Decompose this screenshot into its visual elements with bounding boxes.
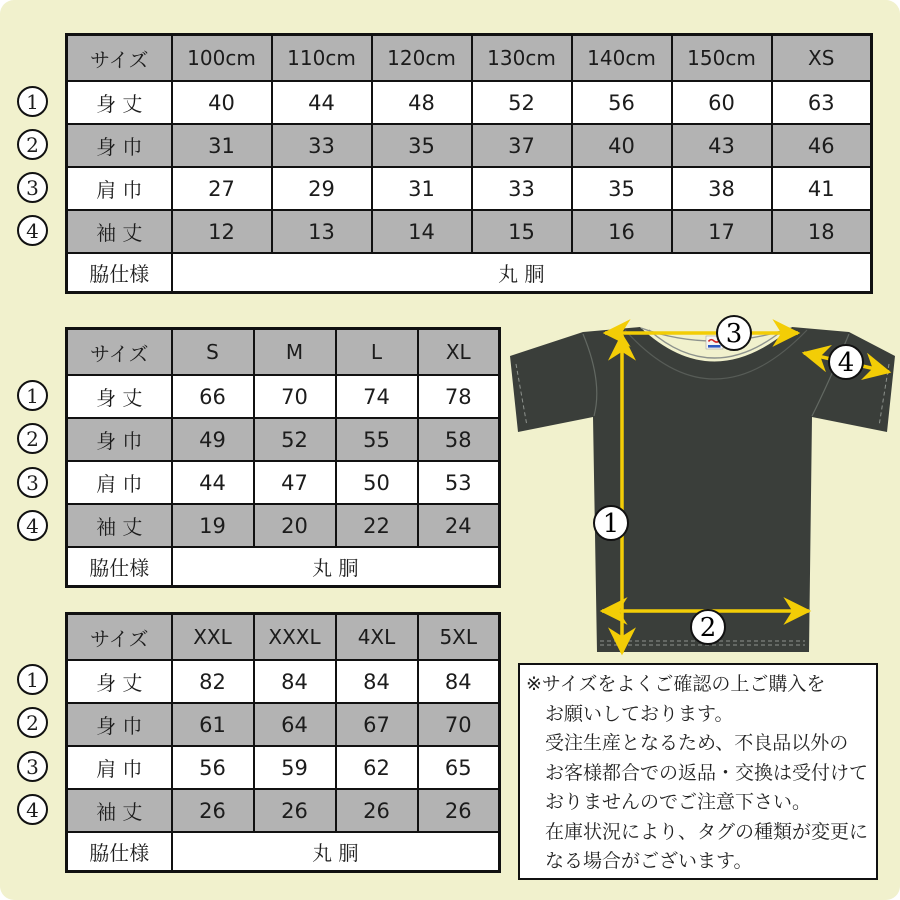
row-label: 脇仕様 xyxy=(67,547,172,587)
col-header: 150cm xyxy=(672,35,772,82)
cell: 13 xyxy=(272,210,372,253)
cell: 20 xyxy=(254,504,336,547)
cell: 37 xyxy=(472,124,572,167)
cell: 40 xyxy=(172,81,272,124)
row-number-badge: 4 xyxy=(17,215,48,246)
col-header: XXXL xyxy=(254,614,336,661)
cell: 46 xyxy=(772,124,872,167)
cell: 61 xyxy=(172,703,254,746)
diagram-badge-3-label: 3 xyxy=(725,319,743,349)
col-header: L xyxy=(336,329,418,376)
cell: 56 xyxy=(172,746,254,789)
cell: 16 xyxy=(572,210,672,253)
cell: 47 xyxy=(254,461,336,504)
cell: 15 xyxy=(472,210,572,253)
row-number-badge: 3 xyxy=(17,172,48,203)
cell: 70 xyxy=(254,375,336,418)
note-line: お客様都合での返品・交換は受付けて xyxy=(545,761,869,784)
cell: 35 xyxy=(372,124,472,167)
cell: 56 xyxy=(572,81,672,124)
cell: 60 xyxy=(672,81,772,124)
row-label: 袖 丈 xyxy=(67,210,172,253)
cell: 17 xyxy=(672,210,772,253)
note-line: なる場合がございます。 xyxy=(545,850,753,872)
diagram-badge-2-label: 2 xyxy=(699,613,717,643)
table-footer-row xyxy=(67,547,500,587)
row-number-badge: 1 xyxy=(17,380,48,411)
col-header: XS xyxy=(772,35,872,82)
cell: 63 xyxy=(772,81,872,124)
cell: 22 xyxy=(336,504,418,547)
table-row xyxy=(67,167,872,210)
note-line: 受注生産となるため、不良品以外の xyxy=(545,732,849,754)
row-number-badge: 1 xyxy=(17,664,48,695)
table-header-row xyxy=(67,329,500,376)
cell: 27 xyxy=(172,167,272,210)
row-label: 袖 丈 xyxy=(67,504,172,547)
size-table-kids xyxy=(65,33,873,294)
col-header: 140cm xyxy=(572,35,672,82)
table-row xyxy=(67,461,500,504)
row-number-badge: 3 xyxy=(17,467,48,498)
col-header: S xyxy=(172,329,254,376)
table-header-row xyxy=(67,614,500,661)
note-line: お願いしております。 xyxy=(545,702,734,725)
table-row xyxy=(67,124,872,167)
cell: 33 xyxy=(472,167,572,210)
col-header: 110cm xyxy=(272,35,372,82)
row-label: 脇仕様 xyxy=(67,832,172,872)
cell: 丸 胴 xyxy=(172,832,500,872)
purchase-note xyxy=(518,663,878,880)
cell: 41 xyxy=(772,167,872,210)
row-label: 身 丈 xyxy=(67,660,172,703)
cell: 35 xyxy=(572,167,672,210)
cell: 丸 胴 xyxy=(172,547,500,587)
row-number-badge: 2 xyxy=(17,423,48,454)
table-row xyxy=(67,504,500,547)
cell: 26 xyxy=(418,789,500,832)
col-header: 130cm xyxy=(472,35,572,82)
table-row xyxy=(67,746,500,789)
table-row xyxy=(67,660,500,703)
cell: 84 xyxy=(418,660,500,703)
cell: 29 xyxy=(272,167,372,210)
cell: 64 xyxy=(254,703,336,746)
cell: 74 xyxy=(336,375,418,418)
row-number-badge: 3 xyxy=(17,751,48,782)
cell: 53 xyxy=(418,461,500,504)
cell: 78 xyxy=(418,375,500,418)
size-label: サイズ xyxy=(67,614,172,661)
table-footer-row xyxy=(67,253,872,293)
col-header: 100cm xyxy=(172,35,272,82)
cell: 40 xyxy=(572,124,672,167)
row-label: 身 巾 xyxy=(67,418,172,461)
row-label: 肩 巾 xyxy=(67,746,172,789)
cell: 50 xyxy=(336,461,418,504)
cell: 84 xyxy=(254,660,336,703)
cell: 48 xyxy=(372,81,472,124)
table-row xyxy=(67,418,500,461)
table-row xyxy=(67,81,872,124)
size-table-adult xyxy=(65,327,501,588)
cell: 18 xyxy=(772,210,872,253)
cell: 26 xyxy=(336,789,418,832)
cell: 丸 胴 xyxy=(172,253,872,293)
cell: 82 xyxy=(172,660,254,703)
cell: 52 xyxy=(254,418,336,461)
table-footer-row xyxy=(67,832,500,872)
cell: 43 xyxy=(672,124,772,167)
size-label: サイズ xyxy=(67,329,172,376)
cell: 31 xyxy=(172,124,272,167)
col-header: 5XL xyxy=(418,614,500,661)
row-number-badge: 1 xyxy=(17,86,48,117)
size-table-big xyxy=(65,612,501,873)
cell: 52 xyxy=(472,81,572,124)
table-row xyxy=(67,789,500,832)
table-header-row xyxy=(67,35,872,82)
row-number-badge: 2 xyxy=(17,129,48,160)
cell: 19 xyxy=(172,504,254,547)
col-header: 120cm xyxy=(372,35,472,82)
cell: 49 xyxy=(172,418,254,461)
cell: 70 xyxy=(418,703,500,746)
cell: 12 xyxy=(172,210,272,253)
cell: 65 xyxy=(418,746,500,789)
row-label: 肩 巾 xyxy=(67,461,172,504)
cell: 84 xyxy=(336,660,418,703)
row-label: 身 丈 xyxy=(67,375,172,418)
cell: 26 xyxy=(172,789,254,832)
row-label: 袖 丈 xyxy=(67,789,172,832)
col-header: M xyxy=(254,329,336,376)
tshirt-measurement-diagram xyxy=(505,310,900,660)
row-number-badge: 4 xyxy=(17,794,48,825)
cell: 44 xyxy=(272,81,372,124)
row-label: 肩 巾 xyxy=(67,167,172,210)
cell: 59 xyxy=(254,746,336,789)
table-row xyxy=(67,703,500,746)
note-line: 在庫状況により、タグの種類が変更に xyxy=(545,820,869,843)
diagram-badge-4-label: 4 xyxy=(837,348,855,378)
cell: 33 xyxy=(272,124,372,167)
row-label: 身 巾 xyxy=(67,703,172,746)
col-header: XXL xyxy=(172,614,254,661)
row-label: 身 丈 xyxy=(67,81,172,124)
row-label: 脇仕様 xyxy=(67,253,172,293)
note-line: おりませんのでご注意下さい。 xyxy=(545,791,812,813)
cell: 67 xyxy=(336,703,418,746)
cell: 31 xyxy=(372,167,472,210)
row-label: 身 巾 xyxy=(67,124,172,167)
row-number-badge: 2 xyxy=(17,707,48,738)
cell: 58 xyxy=(418,418,500,461)
table-row xyxy=(67,375,500,418)
col-header: 4XL xyxy=(336,614,418,661)
cell: 66 xyxy=(172,375,254,418)
cell: 62 xyxy=(336,746,418,789)
cell: 55 xyxy=(336,418,418,461)
cell: 26 xyxy=(254,789,336,832)
row-number-badge: 4 xyxy=(17,510,48,541)
cell: 38 xyxy=(672,167,772,210)
table-row xyxy=(67,210,872,253)
note-line: ※サイズをよくご確認の上ご購入を xyxy=(526,673,826,695)
cell: 14 xyxy=(372,210,472,253)
col-header: XL xyxy=(418,329,500,376)
size-label: サイズ xyxy=(67,35,172,82)
cell: 44 xyxy=(172,461,254,504)
diagram-badge-1-label: 1 xyxy=(602,509,620,539)
cell: 24 xyxy=(418,504,500,547)
